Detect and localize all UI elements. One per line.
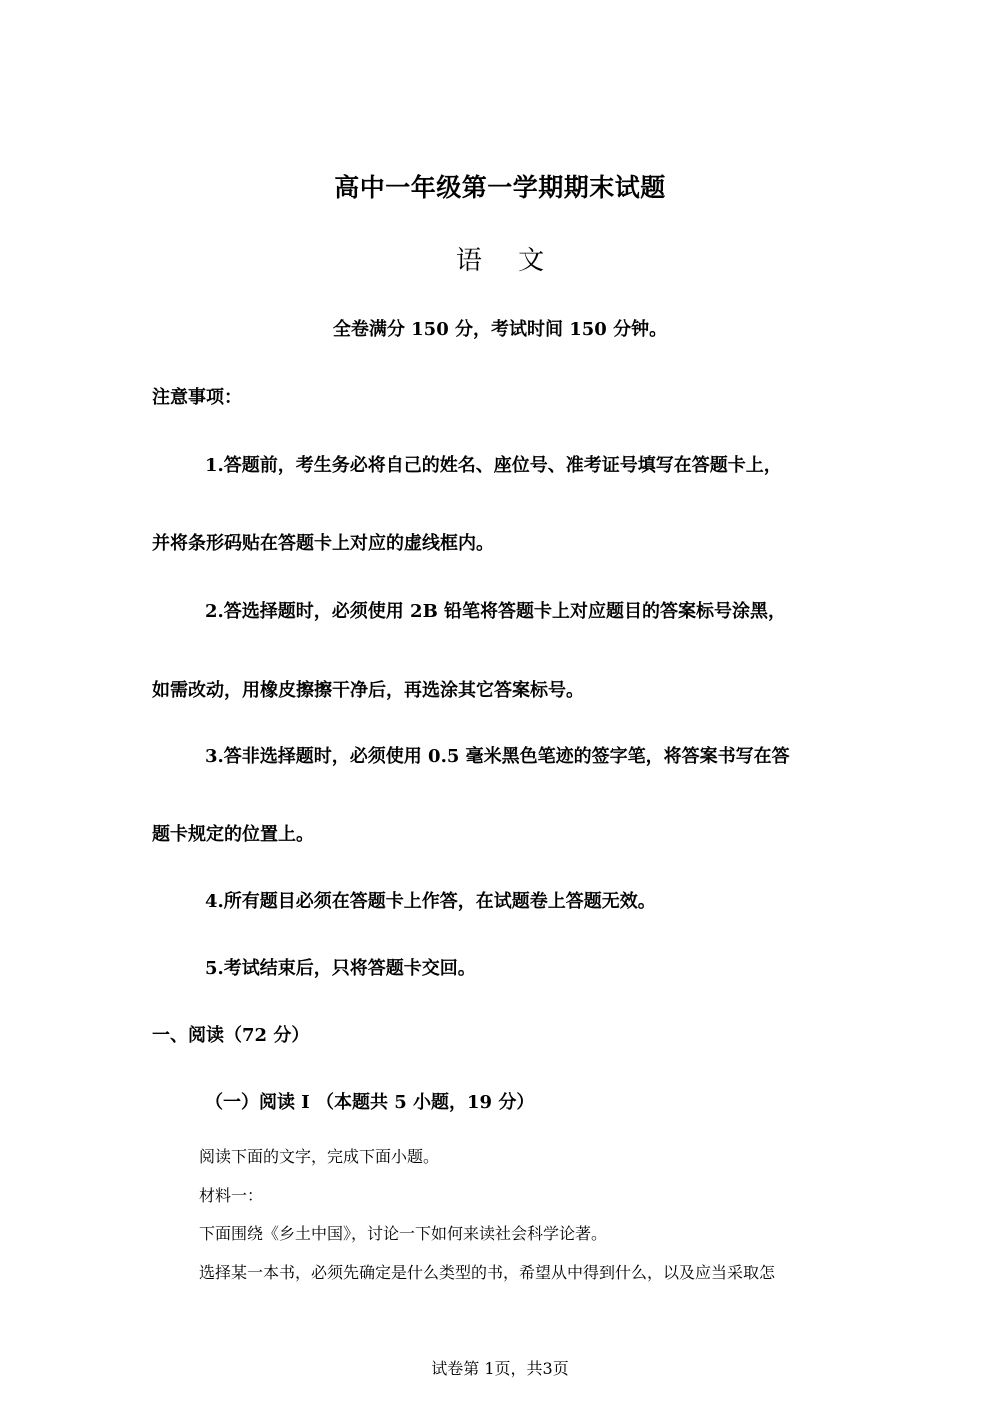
passage-line-2: 材料一： [199,1186,264,1205]
notice-item-1: 1.答题前，考生务必将自己的姓名、座位号、准考证号填写在答题卡上， [205,455,782,476]
notice-item-2: 2.答选择题时，必须使用 2B 铅笔将答题卡上对应题目的答案标号涂黑， [205,601,787,622]
notice-item-3-continued: 题卡规定的位置上。 [152,824,314,845]
passage-line-4: 选择某一本书，必须先确定是什么类型的书，希望从中得到什么，以及应当采取怎 [199,1263,776,1282]
notice-item-5: 5.考试结束后，只将答题卡交回。 [205,958,476,979]
notice-item-3: 3.答非选择题时，必须使用 0.5 毫米黑色笔迹的签字笔，将答案书写在答 [205,746,790,767]
notice-item-4: 4.所有题目必须在答题卡上作答，在试题卷上答题无效。 [205,891,656,912]
passage-line-3: 下面围绕《乡土中国》，讨论一下如何来读社会科学论著。 [199,1224,608,1243]
section-heading-reading: 一、阅读（72 分） [152,1025,310,1046]
passage-line-1: 阅读下面的文字，完成下面小题。 [199,1147,440,1166]
notice-heading: 注意事项： [152,387,242,408]
page-footer: 试卷第 1页，共3页 [431,1359,569,1378]
exam-title: 高中一年级第一学期期末试题 [334,173,666,202]
notice-item-1-continued: 并将条形码贴在答题卡上对应的虚线框内。 [152,533,494,554]
notice-item-2-continued: 如需改动，用橡皮擦擦干净后，再选涂其它答案标号。 [152,680,584,701]
subsection-heading-reading-1: （一）阅读 I （本题共 5 小题，19 分） [205,1092,535,1113]
score-time-line: 全卷满分 150 分，考试时间 150 分钟。 [332,319,668,340]
subject-title: 语 文 [455,246,559,276]
